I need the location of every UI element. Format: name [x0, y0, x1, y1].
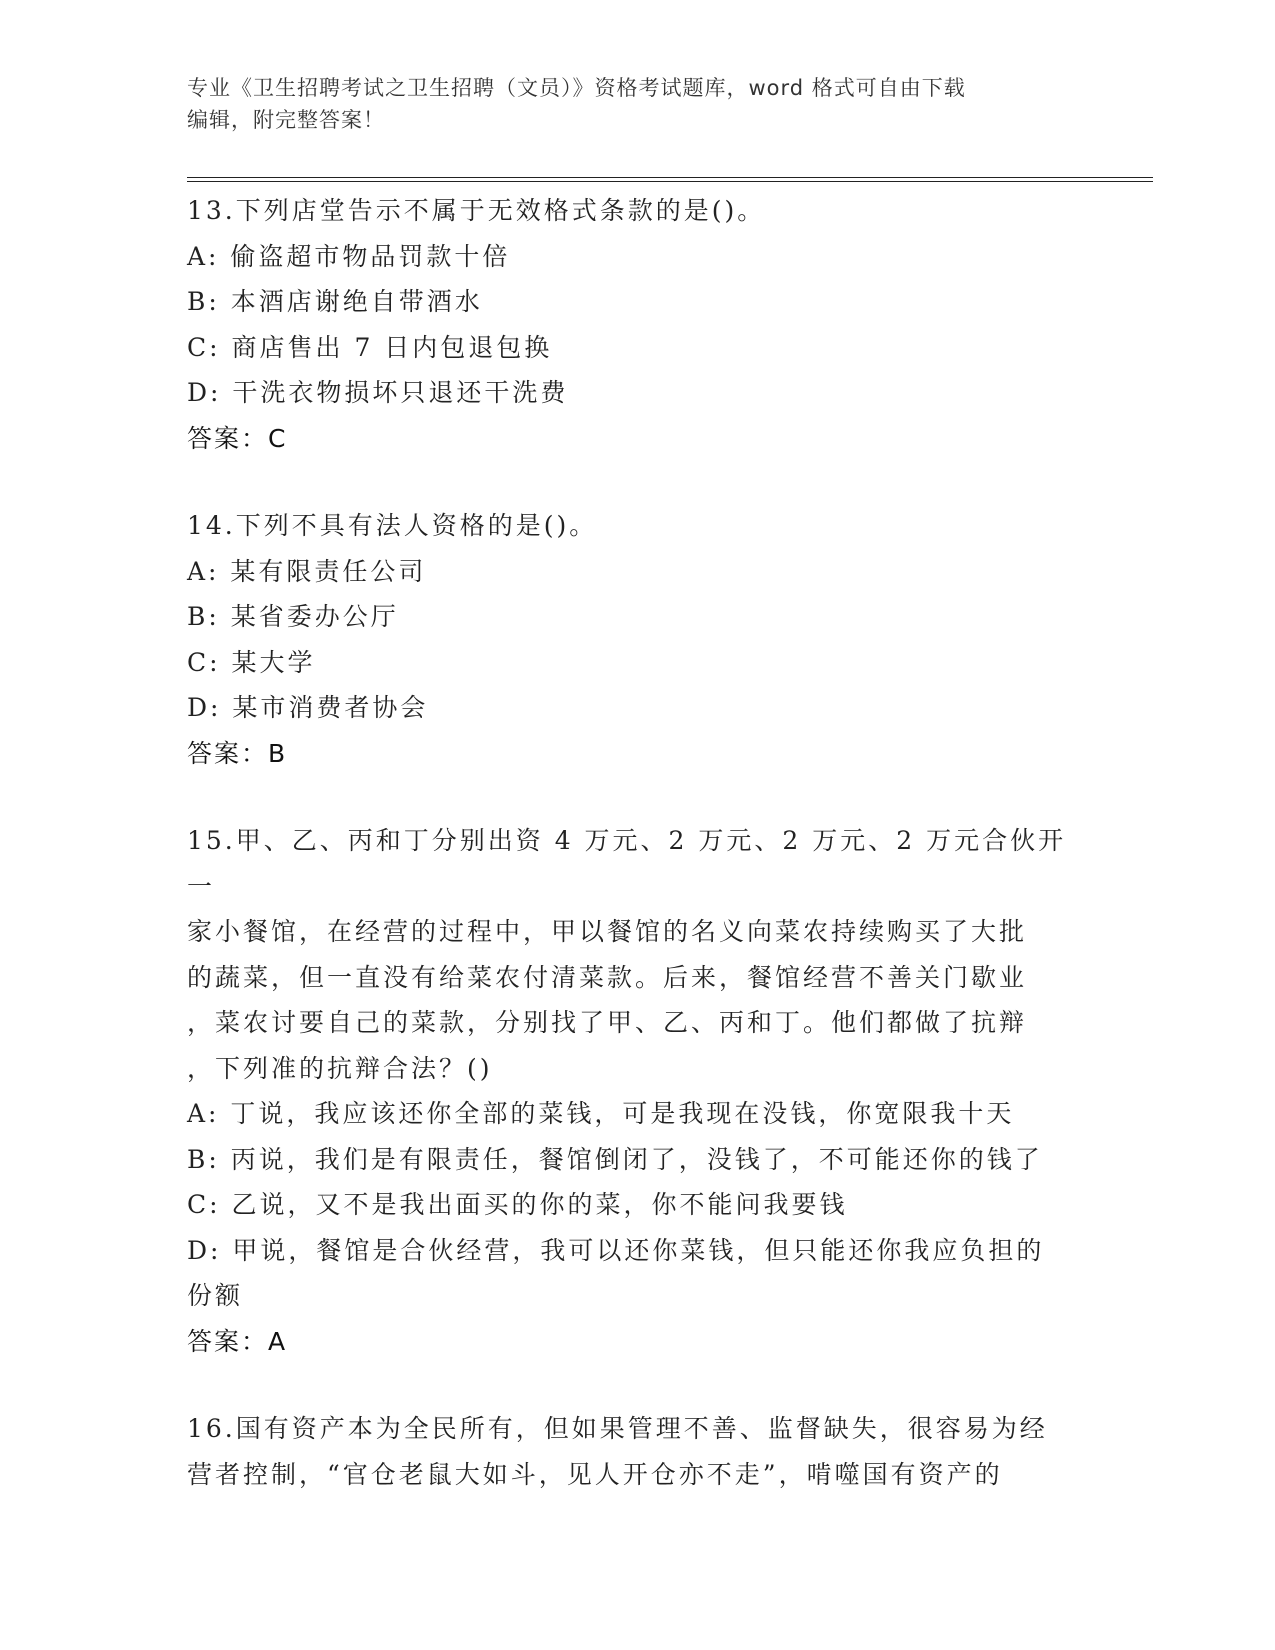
option-d: D: 干洗衣物损坏只退还干洗费 — [187, 378, 569, 407]
option-a: A: 某有限责任公司 — [187, 556, 427, 586]
option-a: A: 丁说，我应该还你全部的菜钱，可是我现在没钱，你宽限我十天 — [187, 1099, 1015, 1128]
document-header — [187, 72, 1087, 136]
question-16 — [187, 1406, 1087, 1497]
answer-line: 答案：B — [187, 738, 288, 768]
header-line-2: 编辑，附完整答案！ — [187, 108, 385, 132]
option-c: C: 某大学 — [187, 647, 316, 677]
option-c: C: 商店售出 7 日内包退包换 — [187, 332, 553, 362]
question-15 — [187, 818, 1087, 1364]
option-b: B: 本酒店谢绝自带酒水 — [187, 287, 483, 316]
answer-line: 答案：C — [187, 423, 288, 453]
option-c: C: 乙说，又不是我出面买的你的菜，你不能问我要钱 — [187, 1190, 848, 1219]
option-d-line-1: D: 甲说，餐馆是合伙经营，我可以还你菜钱，但只能还你我应负担的 — [187, 1235, 1045, 1265]
header-divider-bottom — [187, 181, 1153, 182]
question-stem-line-4: ，菜农讨要自己的菜款，分别找了甲、乙、丙和丁。他们都做了抗辩 — [187, 1008, 1028, 1037]
option-b: B: 某省委办公厅 — [187, 602, 399, 631]
answer-line: 答案：A — [187, 1326, 288, 1356]
question-13 — [187, 188, 1087, 461]
question-stem-line-1: 15.甲、乙、丙和丁分别出资 4 万元、2 万元、2 万元、2 万元合伙开一 — [187, 826, 1067, 901]
option-b: B: 丙说，我们是有限责任，餐馆倒闭了，没钱了，不可能还你的钱了 — [187, 1144, 1043, 1174]
question-14 — [187, 503, 1087, 776]
header-line-1: 专业《卫生招聘考试之卫生招聘（文员）》资格考试题库，word 格式可自由下载 — [187, 76, 966, 100]
question-stem-line-3: 的蔬菜，但一直没有给菜农付清菜款。后来，餐馆经营不善关门歇业 — [187, 962, 1028, 992]
question-list — [187, 188, 1087, 1539]
option-d: D: 某市消费者协会 — [187, 693, 429, 722]
question-stem-line-5: ，下列准的抗辩合法？() — [187, 1053, 493, 1083]
question-stem: 13.下列店堂告示不属于无效格式条款的是()。 — [187, 196, 766, 225]
question-stem: 14.下列不具有法人资格的是()。 — [187, 511, 598, 540]
question-stem-line-2: 营者控制，“官仓老鼠大如斗，见人开仓亦不走”，啃噬国有资产的 — [187, 1459, 1003, 1489]
header-divider-top — [187, 177, 1153, 178]
option-d-line-2: 份额 — [187, 1281, 244, 1310]
question-stem-line-1: 16.国有资产本为全民所有，但如果管理不善、监督缺失，很容易为经 — [187, 1414, 1048, 1443]
option-a: A: 偷盗超市物品罚款十倍 — [187, 241, 511, 271]
question-stem-line-2: 家小餐馆，在经营的过程中，甲以餐馆的名义向菜农持续购买了大批 — [187, 917, 1028, 946]
